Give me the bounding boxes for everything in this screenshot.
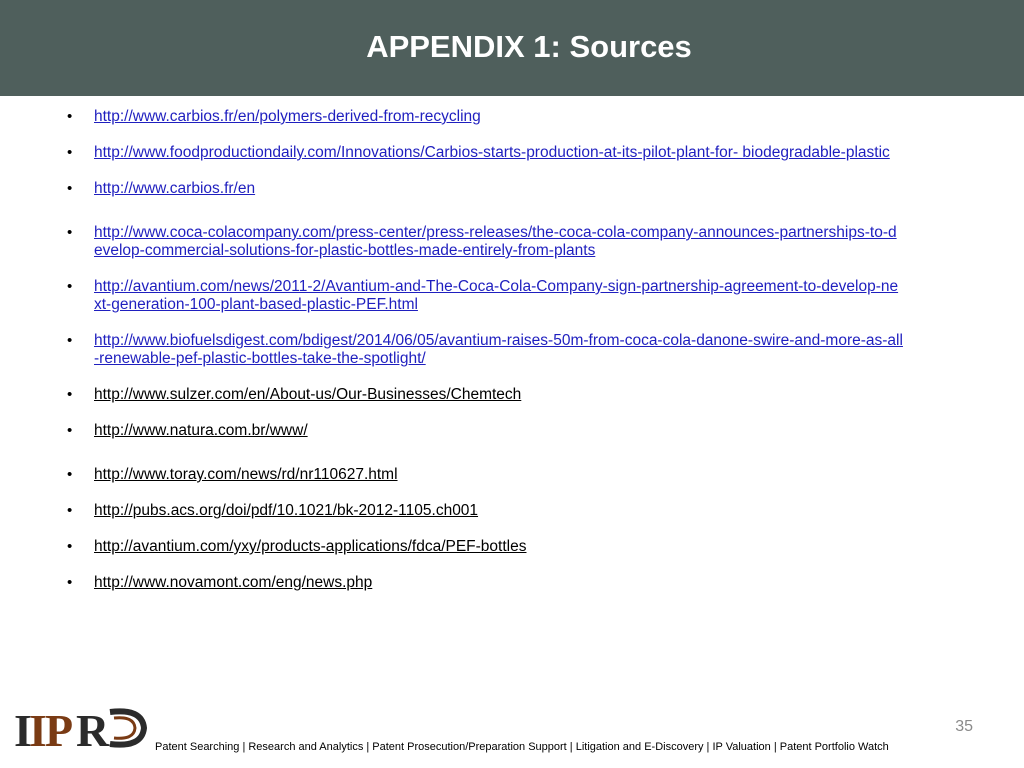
list-item (64, 502, 904, 520)
bullet-icon: • (67, 502, 73, 519)
source-link[interactable]: http://www.biofuelsdigest.com/bdigest/2014/06/05/avantium-raises-50m-from-coca-cola-danone-swire-and-more-as-all-renewable-pef-plastic-bottles-take-the-spotlight/ (94, 332, 903, 367)
bullet-icon: • (67, 386, 73, 403)
source-link[interactable]: http://www.foodproductiondaily.com/Innovations/Carbios-starts-production-at-its-pilot-plant-for- biodegradable-plastic (94, 144, 890, 161)
sources-list (64, 108, 904, 610)
list-item (64, 538, 904, 556)
slide-title: APPENDIX 1: Sources (366, 29, 692, 64)
source-link[interactable]: http://www.toray.com/news/rd/nr110627.html (94, 466, 398, 483)
list-item (64, 422, 904, 440)
list-item (64, 386, 904, 404)
list-item (64, 278, 904, 314)
bullet-icon: • (67, 422, 73, 439)
svg-text:I: I (14, 705, 32, 752)
svg-text:P: P (45, 705, 74, 752)
list-item (64, 180, 904, 198)
bullet-icon: • (67, 332, 73, 349)
svg-text:R: R (76, 705, 110, 752)
source-link[interactable]: http://avantium.com/yxy/products-applications/fdca/PEF-bottles (94, 538, 527, 555)
bullet-icon: • (67, 224, 73, 241)
page-number: 35 (955, 718, 973, 735)
bullet-icon: • (67, 574, 73, 591)
source-link[interactable]: http://www.sulzer.com/en/About-us/Our-Businesses/Chemtech (94, 386, 522, 403)
source-link[interactable]: http://www.coca-colacompany.com/press-center/press-releases/the-coca-cola-company-announces-partnerships-to-develop-commercial-solutions-for-plastic-bottles-made-entirely-from-plants (94, 224, 897, 259)
bullet-icon: • (67, 180, 73, 197)
source-link[interactable]: http://www.carbios.fr/en/polymers-derived-from-recycling (94, 108, 481, 125)
list-item (64, 108, 904, 126)
bullet-icon: • (67, 466, 73, 483)
list-item (64, 574, 904, 592)
source-link[interactable]: http://avantium.com/news/2011-2/Avantium-and-The-Coca-Cola-Company-sign-partnership-agreement-to-develop-next-generation-100-plant-based-plastic-PEF.html (94, 278, 899, 313)
title-bar (0, 0, 1024, 96)
bullet-icon: • (67, 278, 73, 295)
bullet-icon: • (67, 144, 73, 161)
source-link[interactable]: http://www.natura.com.br/www/ (94, 422, 308, 439)
bullet-icon: • (67, 108, 73, 125)
iiprd-logo (14, 704, 150, 752)
list-item (64, 466, 904, 484)
list-item (64, 332, 904, 368)
list-item (64, 144, 904, 162)
footer-services: Patent Searching | Research and Analytics | Patent Prosecution/Preparation Support | Litigation and E-Discovery | IP Valuation | Patent Portfolio Watch (155, 741, 889, 753)
svg-text:I: I (29, 705, 47, 752)
source-link[interactable]: http://www.carbios.fr/en (94, 180, 256, 197)
list-item (64, 224, 904, 260)
bullet-icon: • (67, 538, 73, 555)
source-link[interactable]: http://pubs.acs.org/doi/pdf/10.1021/bk-2012-1105.ch001 (94, 502, 479, 519)
source-link[interactable]: http://www.novamont.com/eng/news.php (94, 574, 373, 591)
